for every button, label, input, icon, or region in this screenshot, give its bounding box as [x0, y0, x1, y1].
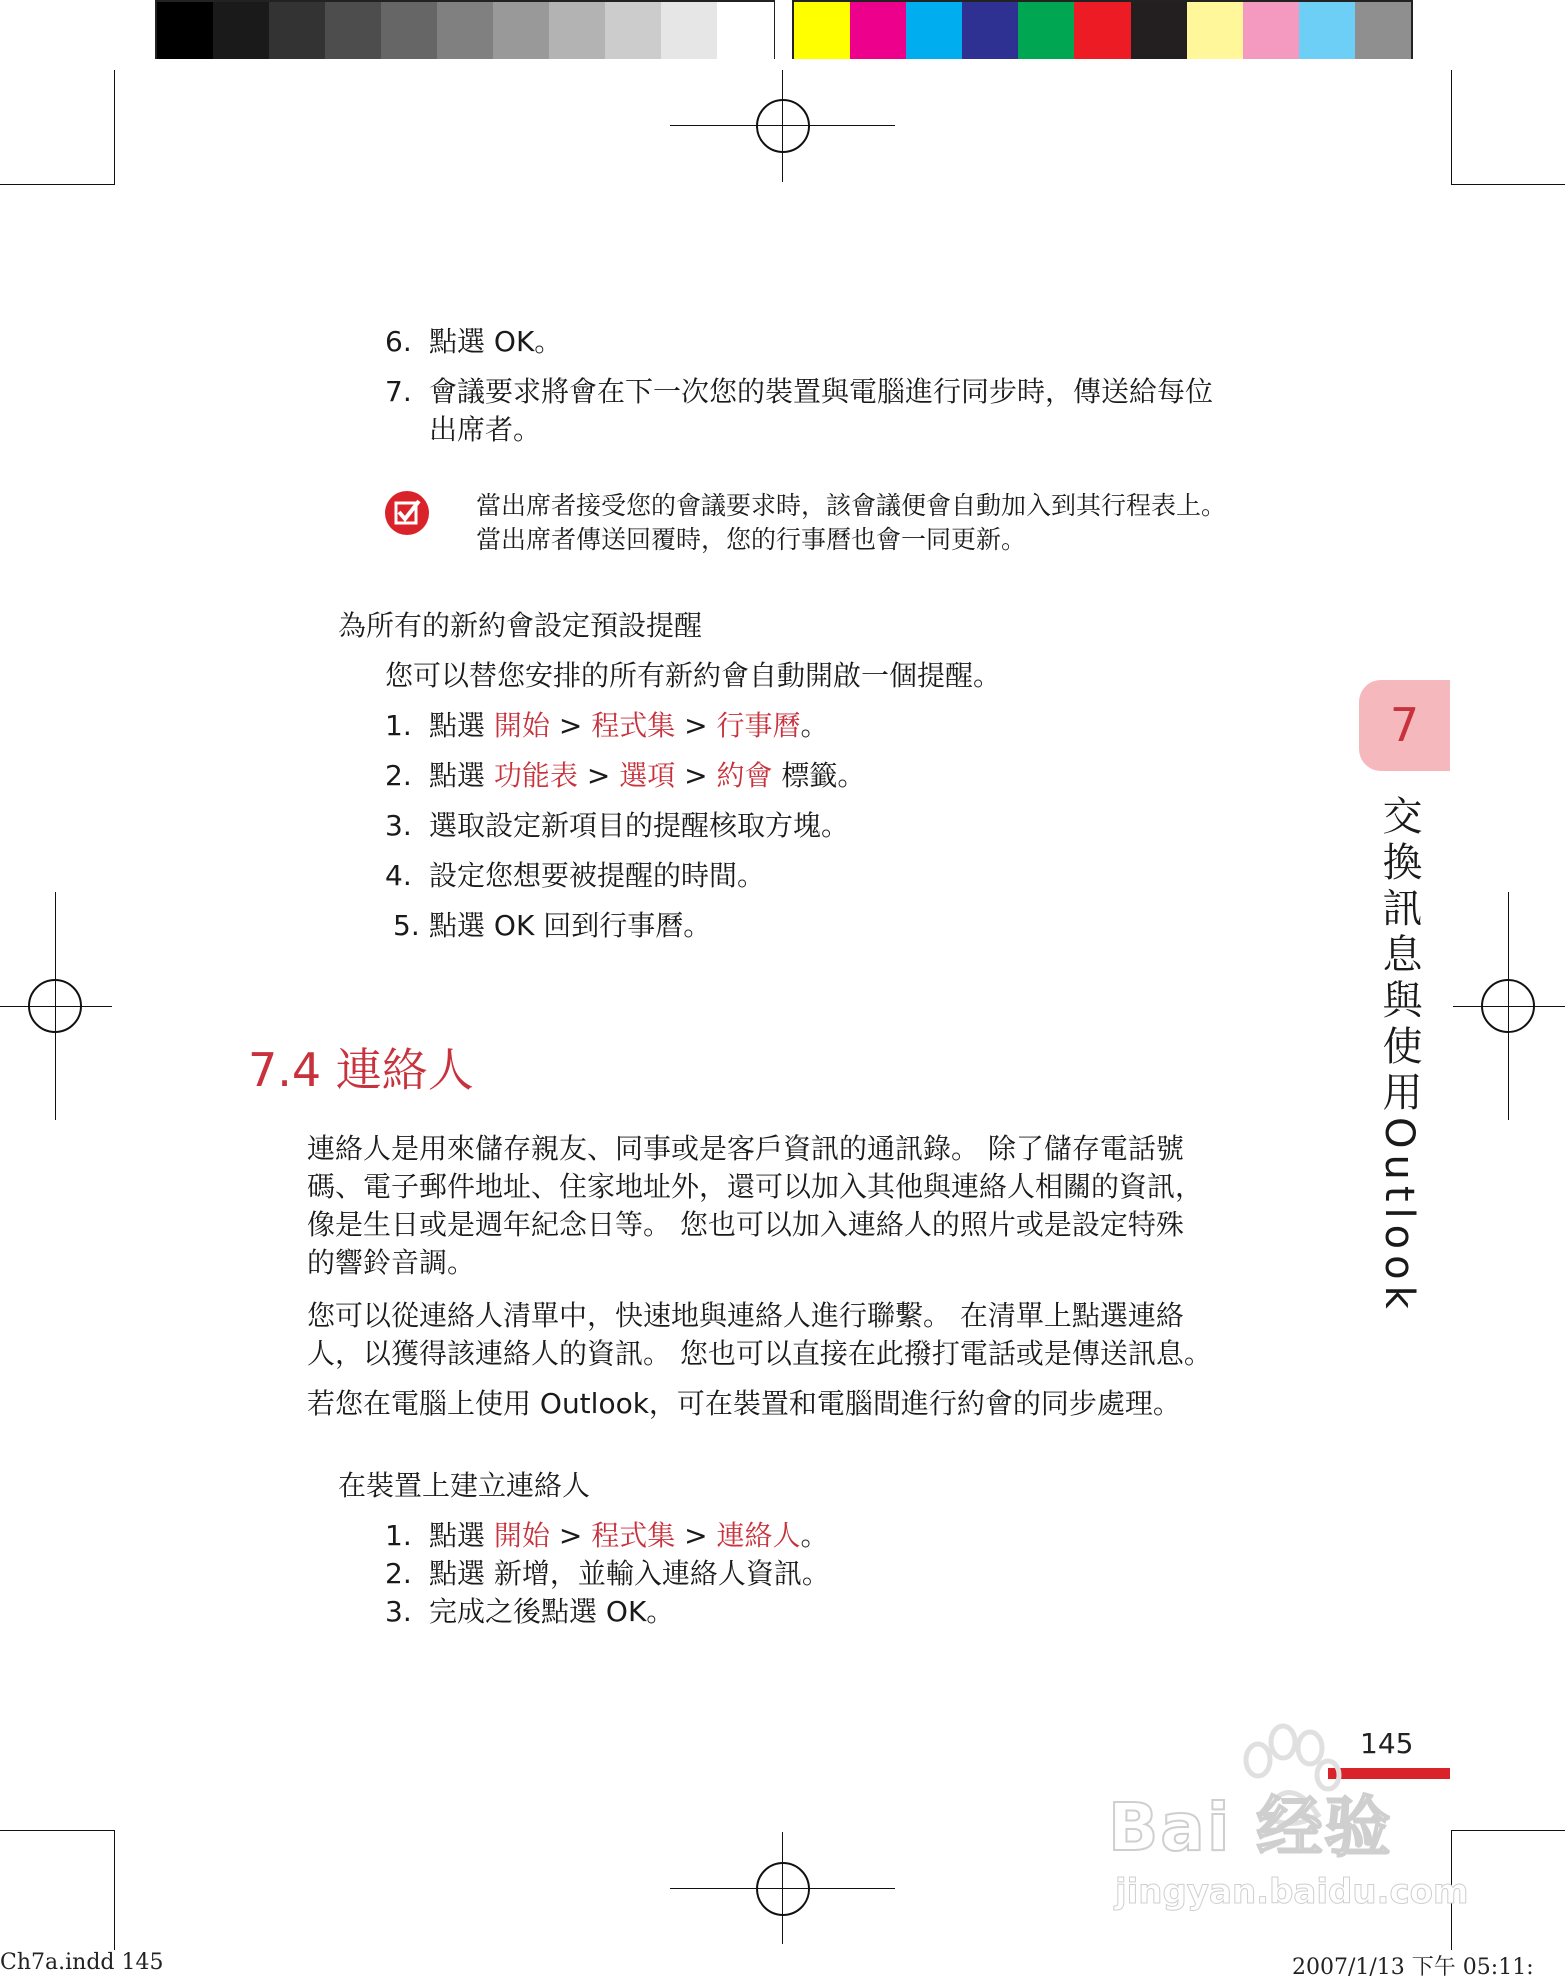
color-swatch: [1018, 2, 1075, 59]
color-calibration-bar: [792, 0, 1413, 59]
link-appointment[interactable]: 約會: [716, 759, 773, 792]
gray-swatch: [661, 2, 718, 59]
gray-swatch: [717, 2, 774, 59]
link-start[interactable]: 開始: [493, 709, 550, 742]
note-line-2: 當出席者傳送回覆時，您的行事曆也會一同更新。: [476, 525, 1027, 554]
link-options[interactable]: 選項: [619, 759, 676, 792]
gray-swatch: [549, 2, 606, 59]
section-paragraph-3: 若您在電腦上使用 Outlook，可在裝置和電腦間進行約會的同步處理。: [307, 1387, 1181, 1420]
reminder-step-3: 3. 選取設定新項目的提醒核取方塊。: [385, 809, 850, 842]
reminder-step-2: 2. 點選 功能表 > 選項 > 約會 標籤。: [385, 759, 866, 792]
gray-swatch: [269, 2, 326, 59]
note-line-1: 當出席者接受您的會議要求時，該會議便會自動加入到其行程表上。: [476, 491, 1227, 520]
chapter-tab-title: 交換訊息與使用Outlook: [1376, 795, 1422, 1315]
link-start[interactable]: 開始: [493, 1519, 550, 1552]
color-swatch: [850, 2, 907, 59]
color-swatch: [962, 2, 1019, 59]
color-swatch: [1243, 2, 1300, 59]
reminder-step-4: 4. 設定您想要被提醒的時間。: [385, 859, 766, 892]
gray-calibration-bar: [155, 0, 775, 59]
create-step-3: 3. 完成之後點選 OK。: [385, 1595, 675, 1628]
reminder-heading: 為所有的新約會設定預設提醒: [338, 609, 703, 642]
gray-swatch: [213, 2, 270, 59]
color-swatch: [906, 2, 963, 59]
step-7-continued: 出席者。: [429, 413, 542, 446]
color-swatch: [1299, 2, 1356, 59]
reminder-step-5: 5. 點選 OK 回到行事曆。: [393, 909, 712, 942]
reminder-step-1: 1. 點選 開始 > 程式集 > 行事曆。: [385, 709, 829, 742]
link-programs[interactable]: 程式集: [591, 1519, 676, 1552]
link-contacts[interactable]: 連絡人: [716, 1519, 801, 1552]
gray-swatch: [157, 2, 214, 59]
create-step-2: 2. 點選 新增，並輸入連絡人資訊。: [385, 1557, 830, 1590]
step-6: 6. 點選 OK。: [385, 325, 563, 358]
section-title: 7.4 連絡人: [248, 1043, 474, 1097]
color-swatch: [794, 2, 851, 59]
watermark-brand: Bai 经验: [1108, 1789, 1393, 1866]
reminder-intro: 您可以替您安排的所有新約會自動開啟一個提醒。: [385, 659, 1002, 692]
color-swatch: [1355, 2, 1412, 59]
slug-file: Ch7a.indd 145: [0, 1950, 164, 1975]
color-swatch: [1187, 2, 1244, 59]
link-menu[interactable]: 功能表: [493, 759, 578, 792]
color-swatch: [1131, 2, 1188, 59]
slug-date: 2007/1/13 下午 05:11:: [1292, 1955, 1534, 1980]
page-number: 145: [1360, 1727, 1414, 1760]
chapter-tab-number: 7: [1359, 680, 1450, 771]
gray-swatch: [381, 2, 438, 59]
checkbox-icon: [384, 490, 430, 536]
gray-swatch: [325, 2, 382, 59]
watermark-url: jingyan.baidu.com: [1115, 1872, 1469, 1912]
gray-swatch: [605, 2, 662, 59]
step-7: 7. 會議要求將會在下一次您的裝置與電腦進行同步時，傳送給每位: [385, 375, 1214, 408]
create-heading: 在裝置上建立連絡人: [338, 1469, 591, 1502]
create-step-1: 1. 點選 開始 > 程式集 > 連絡人。: [385, 1519, 829, 1552]
gray-swatch: [437, 2, 494, 59]
color-swatch: [1074, 2, 1131, 59]
gray-swatch: [493, 2, 550, 59]
link-calendar[interactable]: 行事曆: [716, 709, 801, 742]
link-programs[interactable]: 程式集: [591, 709, 676, 742]
